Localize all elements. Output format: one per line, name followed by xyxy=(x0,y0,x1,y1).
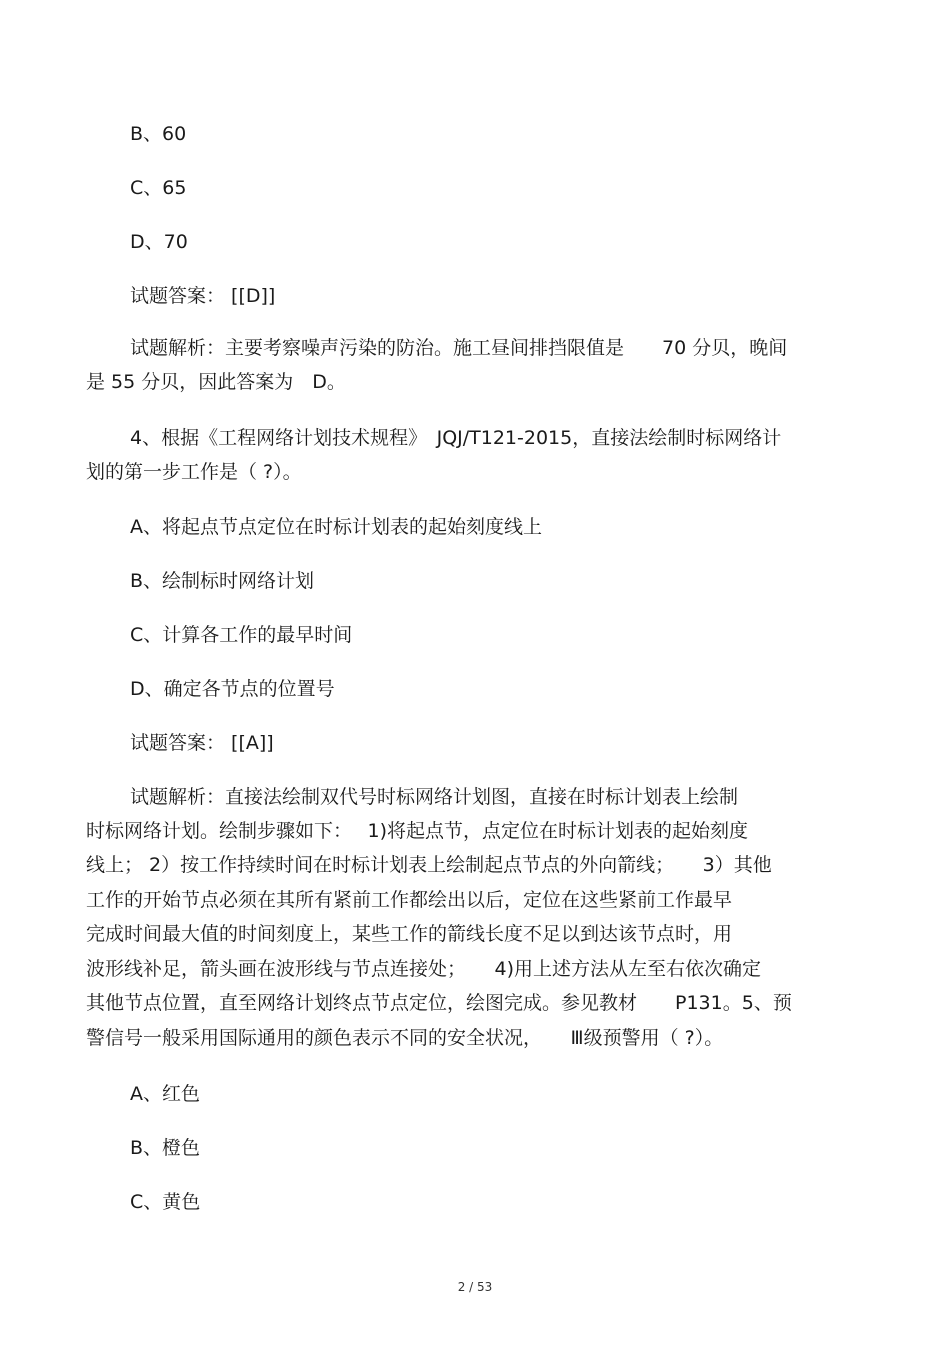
q4-option-c: C、计算各工作的最早时间 xyxy=(130,624,353,646)
q5-question-line: 警信号一般采用国际通用的颜色表示不同的安全状况， Ⅲ级预警用（ ?）。 xyxy=(86,1027,724,1049)
q3-analysis-line-2: 是 55 分贝，因此答案为 D。 xyxy=(86,371,346,393)
q5-option-b: B、橙色 xyxy=(130,1137,201,1159)
q3-answer: 试题答案： [[D]] xyxy=(130,285,276,307)
q3-analysis-line-1: 试题解析：主要考察噪声污染的防治。施工昼间排挡限值是 70 分贝，晚间 xyxy=(130,337,788,359)
q3-option-d: D、70 xyxy=(130,231,188,253)
q4-analysis-line: 时标网络计划。绘制步骤如下： 1)将起点节，点定位在时标计划表的起始刻度 xyxy=(86,820,749,842)
q4-analysis-line: 其他节点位置，直至网络计划终点节点定位，绘图完成。参见教材 P131。5、预 xyxy=(86,992,792,1014)
q4-option-b: B、绘制标时网络计划 xyxy=(130,570,315,592)
q5-option-c: C、黄色 xyxy=(130,1191,201,1213)
q4-analysis-line: 试题解析：直接法绘制双代号时标网络计划图，直接在时标计划表上绘制 xyxy=(130,786,739,808)
q4-analysis-line: 完成时间最大值的时间刻度上，某些工作的箭线长度不足以到达该节点时，用 xyxy=(86,923,733,945)
q3-option-c: C、65 xyxy=(130,177,187,199)
q3-option-b: B、60 xyxy=(130,123,187,145)
q4-analysis-line: 波形线补足，箭头画在波形线与节点连接处； 4)用上述方法从左至右依次确定 xyxy=(86,958,762,980)
q5-option-a: A、红色 xyxy=(130,1083,200,1105)
q4-question-line-2: 划的第一步工作是（ ?）。 xyxy=(86,461,302,483)
q4-answer: 试题答案： [[A]] xyxy=(130,732,274,754)
q4-question-line-1: 4、根据《工程网络计划技术规程》 JQJ/T121-2015，直接法绘制时标网络计 xyxy=(130,427,782,449)
page-number: 2 / 53 xyxy=(457,1280,493,1294)
q4-option-d: D、确定各节点的位置号 xyxy=(130,678,335,700)
q4-analysis-line: 线上； 2）按工作持续时间在时标计划表上绘制起点节点的外向箭线； 3）其他 xyxy=(86,854,772,876)
q4-analysis-line: 工作的开始节点必须在其所有紧前工作都绘出以后，定位在这些紧前工作最早 xyxy=(86,889,733,911)
q4-option-a: A、将起点节点定位在时标计划表的起始刻度线上 xyxy=(130,516,542,538)
